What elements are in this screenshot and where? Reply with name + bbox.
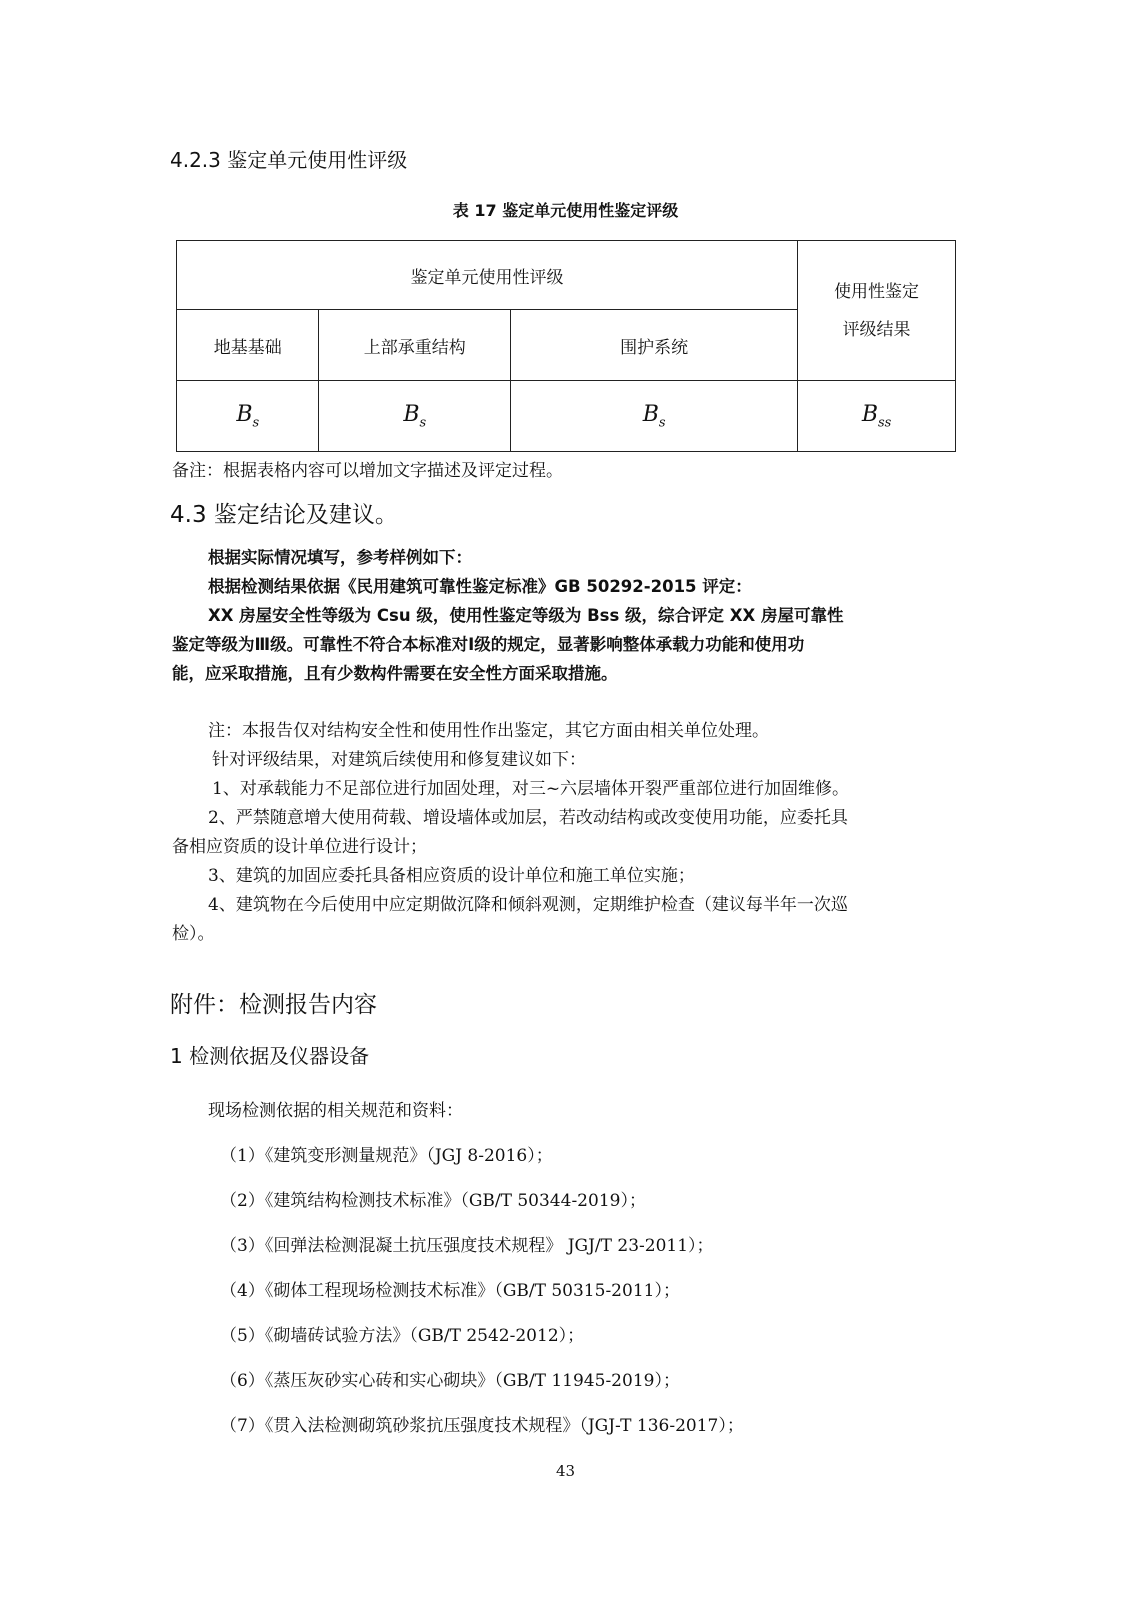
section-heading-4-2-3: 4.2.3 鉴定单元使用性评级 [170, 148, 408, 172]
suggestion-item-4a: 4、建筑物在今后使用中应定期做沉降和倾斜观测，定期维护检查（建议每半年一次巡 [208, 895, 848, 915]
table-cell-result-grade [798, 381, 956, 452]
reference-item: （2）《建筑结构检测技术标准》（GB/T 50344-2019）； [220, 1191, 646, 1211]
grade-symbol: B [403, 401, 420, 427]
conclusion-line-1: 根据实际情况填写，参考样例如下： [208, 548, 472, 567]
reference-item: （1）《建筑变形测量规范》（JGJ 8-2016）； [220, 1146, 553, 1166]
conclusion-line-3: XX 房屋安全性等级为 Csu 级，使用性鉴定等级为 Bss 级，综合评定 XX 房屋可靠性 [208, 606, 844, 625]
table-result-header [798, 241, 956, 381]
page-number: 43 [555, 1462, 576, 1480]
usability-rating-table [176, 240, 956, 452]
table-caption: 表 17 鉴定单元使用性鉴定评级 [452, 201, 679, 220]
table-cell-structure-grade [319, 381, 511, 452]
grade-symbol: B [236, 401, 253, 427]
conclusion-line-5: 能，应采取措施，且有少数构件需要在安全性方面采取措施。 [172, 664, 618, 683]
table-note: 备注：根据表格内容可以增加文字描述及评定过程。 [172, 461, 563, 481]
reference-item: （5）《砌墙砖试验方法》（GB/T 2542-2012）； [220, 1326, 585, 1346]
suggestion-item-1: 1、对承载能力不足部位进行加固处理，对三~六层墙体开裂严重部位进行加固维修。 [212, 779, 850, 799]
reference-item: （4）《砌体工程现场检测技术标准》（GB/T 50315-2011）； [220, 1281, 680, 1301]
table-cell-foundation-grade [177, 381, 319, 452]
appendix-heading: 附件：检测报告内容 [170, 992, 377, 1018]
grade-subscript: s [252, 415, 260, 431]
suggestion-item-2a: 2、严禁随意增大使用荷载、增设墙体或加层，若改动结构或改变使用功能，应委托具 [208, 808, 848, 828]
suggestion-item-3: 3、建筑的加固应委托具备相应资质的设计单位和施工单位实施； [208, 866, 695, 886]
table-col-enclosure: 围护系统 [511, 310, 798, 381]
grade-symbol: B [642, 401, 659, 427]
table-col-foundation: 地基基础 [177, 310, 319, 381]
suggestion-item-4b: 检）。 [172, 924, 215, 944]
table-col-structure: 上部承重结构 [319, 310, 511, 381]
grade-subscript: s [658, 415, 666, 431]
grade-subscript: ss [877, 415, 892, 431]
conclusion-line-4: 鉴定等级为Ⅲ级。可靠性不符合本标准对Ⅰ级的规定，显著影响整体承载力功能和使用功 [172, 635, 805, 654]
table-cell-enclosure-grade [511, 381, 798, 452]
reference-item: （7）《贯入法检测砌筑砂浆抗压强度技术规程》（JGJ-T 136-2017）； [220, 1416, 744, 1436]
result-header-line1: 使用性鉴定 [834, 281, 920, 302]
table-group-header: 鉴定单元使用性评级 [177, 241, 798, 310]
section-heading-4-3: 4.3 鉴定结论及建议。 [170, 502, 398, 528]
report-scope-note: 注：本报告仅对结构安全性和使用性作出鉴定，其它方面由相关单位处理。 [208, 721, 769, 741]
suggestion-intro: 针对评级结果，对建筑后续使用和修复建议如下： [212, 750, 586, 770]
appendix-subheading: 1 检测依据及仪器设备 [170, 1044, 370, 1068]
reference-item: （3）《回弹法检测混凝土抗压强度技术规程》 JGJ/T 23-2011）； [220, 1236, 714, 1256]
grade-symbol: B [861, 401, 878, 427]
result-header-line2: 评级结果 [842, 319, 911, 340]
grade-subscript: s [419, 415, 427, 431]
reference-item: （6）《蒸压灰砂实心砖和实心砌块》（GB/T 11945-2019）； [220, 1371, 680, 1391]
conclusion-line-2: 根据检测结果依据《民用建筑可靠性鉴定标准》GB 50292-2015 评定： [208, 577, 752, 596]
appendix-intro: 现场检测依据的相关规范和资料： [208, 1101, 463, 1121]
suggestion-item-2b: 备相应资质的设计单位进行设计； [172, 837, 427, 857]
